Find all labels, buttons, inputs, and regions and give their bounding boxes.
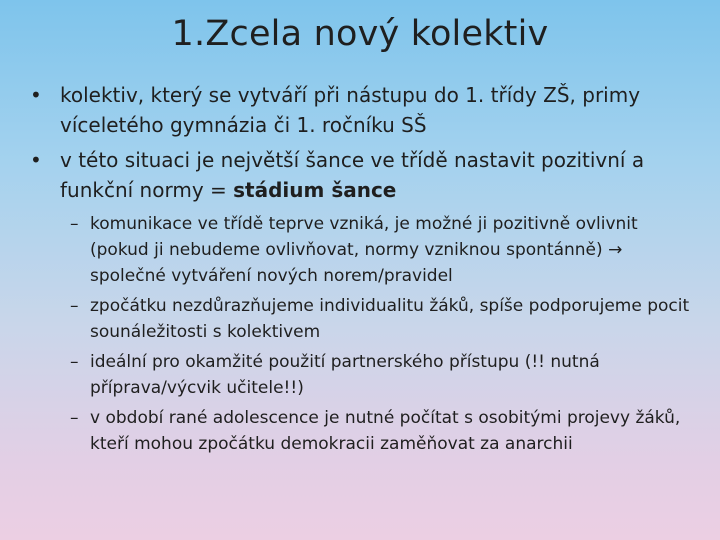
dash-marker: – [70, 214, 79, 234]
sub-bullet-item-2 [70, 293, 700, 345]
dash-marker: – [70, 408, 79, 428]
sub-bullet-item-4 [70, 405, 700, 457]
sub-bullet-text: komunikace ve třídě teprve vzniká, je možné ji pozitivně ovlivnit (pokud ji nebudeme ovlivňovat, normy vzniknou spontánně) [90, 214, 638, 260]
bullet-marker: • [30, 83, 42, 107]
bullet-text: v této situaci je největší šance ve třídě nastavit pozitivní a funkční normy = [60, 148, 645, 202]
bullet-item-2 [28, 145, 700, 205]
sub-bullet-text: ideální pro okamžité použití partnerského přístupu (!! nutná příprava/výcvik učitele!!) [90, 352, 600, 398]
slide-title: 1.Zcela nový kolektiv [171, 14, 549, 54]
dash-marker: – [70, 352, 79, 372]
sub-bullet-item-1 [70, 211, 700, 289]
sub-bullet-text: v období rané adolescence je nutné počítat s osobitými projevy žáků, kteří mohou zpočátku demokracii zaměňovat za anarchii [90, 408, 681, 454]
bullet-item-1 [28, 80, 700, 140]
bullet-marker: • [30, 148, 42, 172]
sub-bullet-list [70, 211, 700, 457]
slide-content [28, 80, 700, 461]
bullet-text: kolektiv, který se vytváří při nástupu do 1. třídy ZŠ, primy víceletého gymnázia či 1. ročníku SŠ [60, 83, 641, 137]
sub-bullet-text-cont: společné vytváření nových norem/pravidel [90, 266, 453, 286]
arrow-icon: → [608, 240, 623, 260]
sub-bullet-text: zpočátku nezdůrazňujeme individualitu žáků, spíše podporujeme pocit sounáležitosti s kolektivem [90, 296, 690, 342]
bullet-bold-text: stádium šance [233, 178, 397, 202]
dash-marker: – [70, 296, 79, 316]
sub-bullet-item-3 [70, 349, 700, 401]
